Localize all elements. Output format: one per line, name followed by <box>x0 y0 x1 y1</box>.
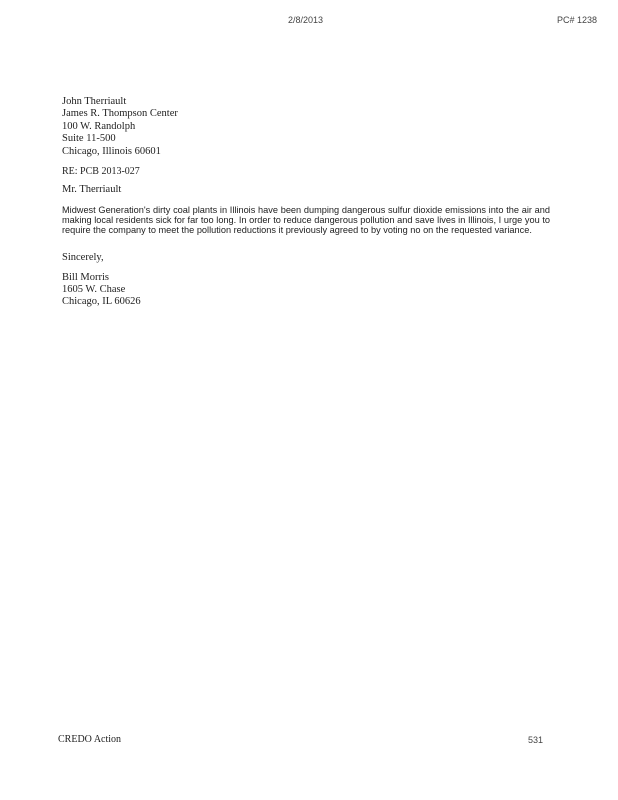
header-date: 2/8/2013 <box>288 15 324 25</box>
letter-body: Midwest Generation's dirty coal plants in Illinois have been dumping dangerous sulfur dioxide emissions into the air and making local residents sick for far too long. In order to reduce dangerous pollution and save lives in Illinois, I urge you to require the company to meet the pollution reductions it previously agreed to by voting no on the requested variance. <box>62 205 550 236</box>
recipient-city: Chicago, Illinois 60601 <box>62 145 161 157</box>
header-document-id: PC# 1238 <box>557 15 598 25</box>
signature-block <box>62 272 141 309</box>
recipient-building: James R. Thompson Center <box>62 108 178 120</box>
salutation: Mr. Therriault <box>62 184 122 195</box>
recipient-address <box>62 96 178 158</box>
footer-source: CREDO Action <box>58 734 122 745</box>
recipient-street: 100 W. Randolph <box>62 120 136 132</box>
signer-street: 1605 W. Chase <box>62 284 126 296</box>
footer-page-number: 531 <box>528 735 544 745</box>
signer-city: Chicago, IL 60626 <box>62 296 141 308</box>
signer-name: Bill Morris <box>62 272 109 283</box>
closing: Sincerely, <box>62 252 104 263</box>
recipient-name: John Therriault <box>62 96 127 107</box>
recipient-suite: Suite 11-500 <box>62 133 116 145</box>
reference-line: RE: PCB 2013-027 <box>62 166 140 177</box>
